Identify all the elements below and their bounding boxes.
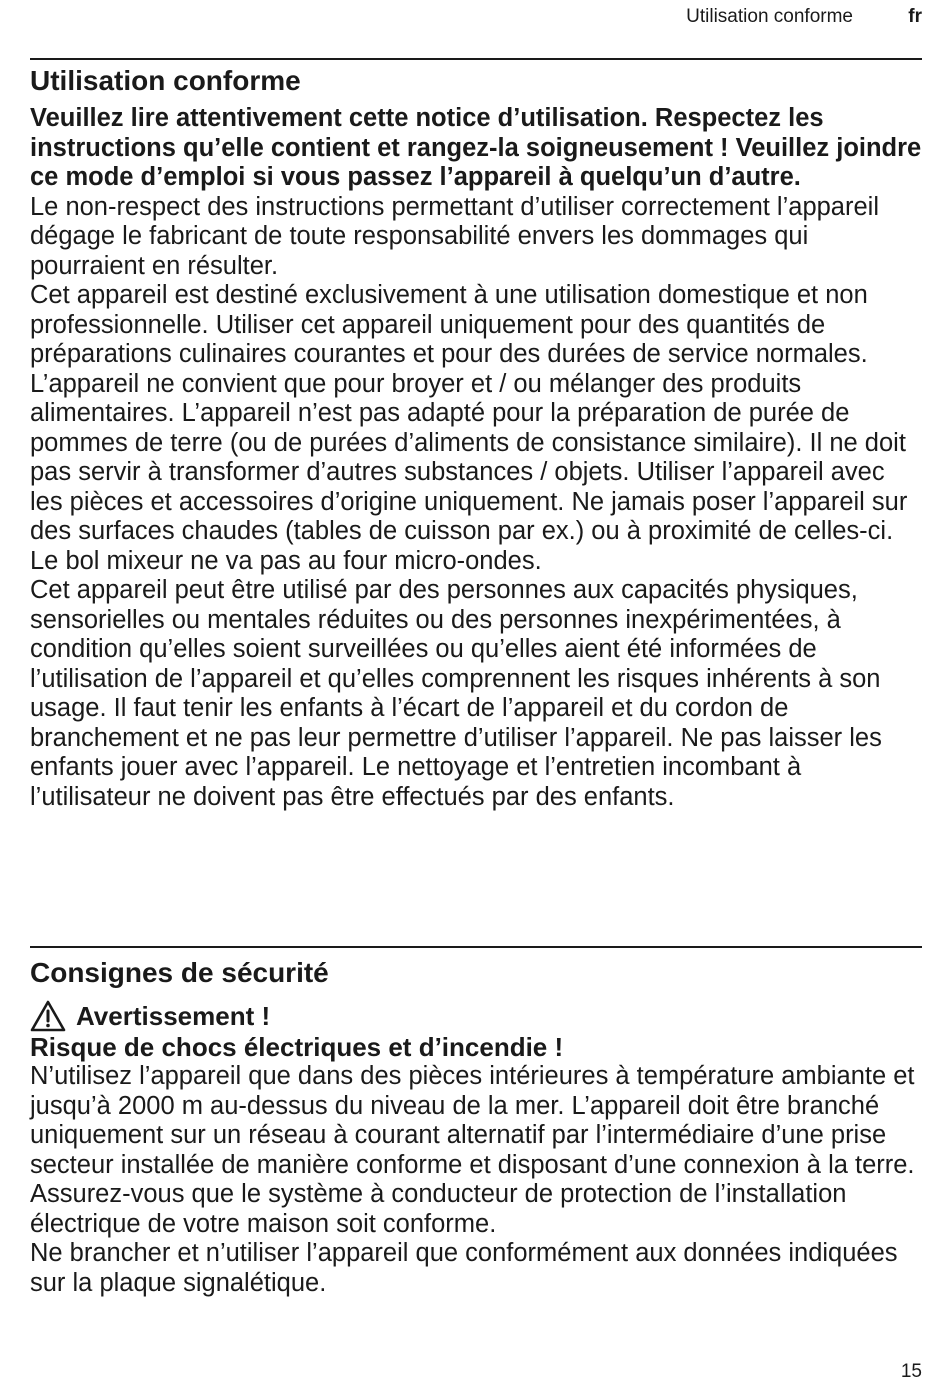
section-safety [30,956,922,1298]
section-title-intended-use: Utilisation conforme [30,65,301,96]
paragraph-electrical: N’utilisez l’appareil que dans des pièces intérieures à température ambiante et jusqu’à 2000 m au-dessus du niveau de la mer. L’appareil doit être branché uniquement sur un réseau à courant alternatif par l’intermédiaire d’une prise secteur installée de manière conforme et disposant d’une connexion à la terre. Assurez-vous que le système à conducteur de protection de l’installation électrique de votre maison soit conforme. [30,1062,915,1238]
paragraph-rating-plate: Ne brancher et n’utiliser l’appareil que conformément aux données indiquées sur la plaque signalétique. [30,1239,898,1297]
section-divider [30,946,922,948]
section-title-safety: Consignes de sécurité [30,957,329,988]
page-number: 15 [900,1361,922,1382]
risk-title: Risque de chocs électriques et d’incendie ! [30,1032,564,1062]
page-header [686,6,922,28]
warning-heading [30,1000,922,1032]
section-intended-use [30,64,922,812]
warning-triangle-icon [30,1000,66,1032]
warning-label: Avertissement ! [76,1001,271,1031]
paragraph-liability: Le non-respect des instructions permettant d’utiliser correctement l’appareil dégage le fabricant de toute responsabilité envers les dommages qui pourraient en résulter. [30,192,879,280]
lead-paragraph: Veuillez lire attentivement cette notice d’utilisation. Respectez les instructions qu’elle contient et rangez-la soigneusement ! Veuillez joindre ce mode d’emploi si vous passez l’appareil à quelqu’un d’autre. [30,104,922,191]
paragraph-domestic-use: Cet appareil est destiné exclusivement à une utilisation domestique et non professionnelle. Utiliser cet appareil uniquement pour des quantités de préparations culinaires courantes et pour des durées de service normales. [30,281,868,368]
header-section-title: Utilisation conforme [686,6,853,27]
top-divider [30,58,922,60]
header-language: fr [908,6,922,27]
paragraph-persons-children: Cet appareil peut être utilisé par des personnes aux capacités physiques, sensorielles ou mentales réduites ou des personnes inexpérimentées, à condition qu’elles soient surveillées ou qu’elles aient été informées de l’utilisation de l’appareil et qu’elles comprennent les risques inhérents à son usage. Il faut tenir les enfants à l’écart de l’appareil et du cordon de branchement et ne pas leur permettre d’utiliser l’appareil. Ne pas laisser les enfants jouer avec l’appareil. Le nettoyage et l’entretien incombant à l’utilisateur ne doivent pas être effectués par des enfants. [30,576,882,811]
paragraph-food-processing: L’appareil ne convient que pour broyer et / ou mélanger des produits alimentaires. L’appareil n’est pas adapté pour la préparation de purée de pommes de terre (ou de purées d’aliments de consistance similaire). Il ne doit pas servir à transformer d’autres substances / objets. Utiliser l’appareil avec les pièces et accessoires d’origine uniquement. Ne jamais poser l’appareil sur des surfaces chaudes (tables de cuisson par ex.) ou à proximité de celles-ci. Le bol mixeur ne va pas au four micro-ondes. [30,369,908,575]
